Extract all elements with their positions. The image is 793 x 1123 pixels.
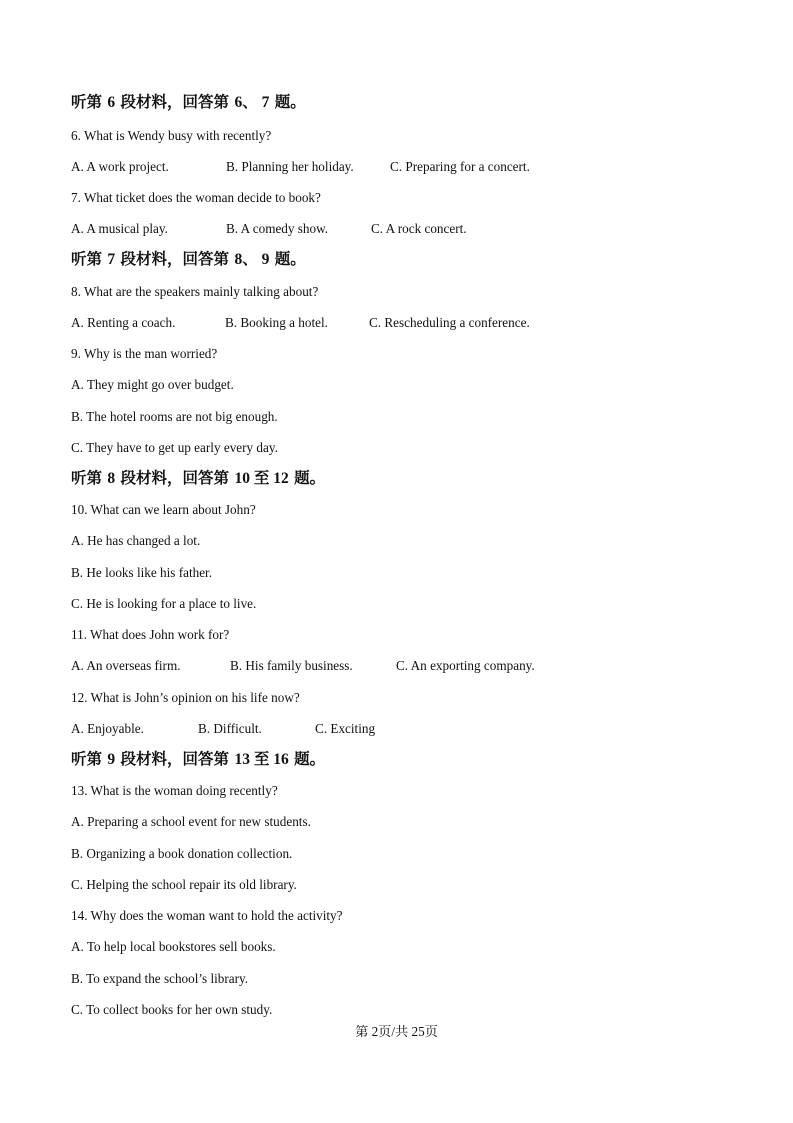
question-6-option-c: C. Preparing for a concert.	[390, 159, 530, 174]
question-13-option-c: C. Helping the school repair its old library.	[71, 877, 297, 892]
question-11-stem: 11. What does John work for?	[71, 627, 230, 642]
question-14-stem: 14. Why does the woman want to hold the activity?	[71, 908, 343, 923]
question-10-option-b: B. He looks like his father.	[71, 565, 213, 580]
question-11-option-c: C. An exporting company.	[396, 658, 535, 673]
question-13-option-b: B. Organizing a book donation collection.	[71, 846, 293, 861]
question-11-option-a: A. An overseas firm.	[71, 658, 181, 673]
question-12-stem: 12. What is John’s opinion on his life now?	[71, 690, 300, 705]
question-12-option-b: B. Difficult.	[198, 721, 262, 736]
question-9-stem: 9. Why is the man worried?	[71, 346, 218, 361]
question-13-stem: 13. What is the woman doing recently?	[71, 783, 278, 798]
question-7-option-b: B. A comedy show.	[226, 221, 329, 236]
question-11-option-b: B. His family business.	[230, 658, 353, 673]
question-7-option-a: A. A musical play.	[71, 221, 168, 236]
page-footer: 第 2页/共 25页	[355, 1024, 438, 1039]
question-8-stem: 8. What are the speakers mainly talking about?	[71, 284, 319, 299]
question-8-option-c: C. Rescheduling a conference.	[369, 315, 530, 330]
question-12-option-a: A. Enjoyable.	[71, 721, 144, 736]
question-8-option-a: A. Renting a coach.	[71, 315, 176, 330]
question-9-option-c: C. They have to get up early every day.	[71, 440, 278, 455]
question-14-option-b: B. To expand the school’s library.	[71, 971, 249, 986]
question-10-option-c: C. He is looking for a place to live.	[71, 596, 257, 611]
question-14-option-c: C. To collect books for her own study.	[71, 1002, 273, 1017]
question-7-stem: 7. What ticket does the woman decide to book?	[71, 190, 321, 205]
question-12-option-c: C. Exciting	[315, 721, 376, 736]
question-7-option-c: C. A rock concert.	[371, 221, 467, 236]
question-6-option-b: B. Planning her holiday.	[226, 159, 354, 174]
question-9-option-b: B. The hotel rooms are not big enough.	[71, 409, 278, 424]
question-6-option-a: A. A work project.	[71, 159, 169, 174]
section-heading-9: 听第 9 段材料，回答第 13 至 16 题。	[71, 749, 326, 768]
question-6-stem: 6. What is Wendy busy with recently?	[71, 128, 272, 143]
section-heading-7: 听第 7 段材料，回答第 8、 9 题。	[71, 249, 306, 268]
question-10-stem: 10. What can we learn about John?	[71, 502, 256, 517]
section-heading-6: 听第 6 段材料，回答第 6、 7 题。	[71, 92, 306, 111]
question-9-option-a: A. They might go over budget.	[71, 377, 234, 392]
question-14-option-a: A. To help local bookstores sell books.	[71, 939, 276, 954]
question-13-option-a: A. Preparing a school event for new students.	[71, 814, 311, 829]
question-10-option-a: A. He has changed a lot.	[71, 533, 201, 548]
section-heading-8: 听第 8 段材料，回答第 10 至 12 题。	[71, 468, 326, 487]
question-8-option-b: B. Booking a hotel.	[225, 315, 328, 330]
